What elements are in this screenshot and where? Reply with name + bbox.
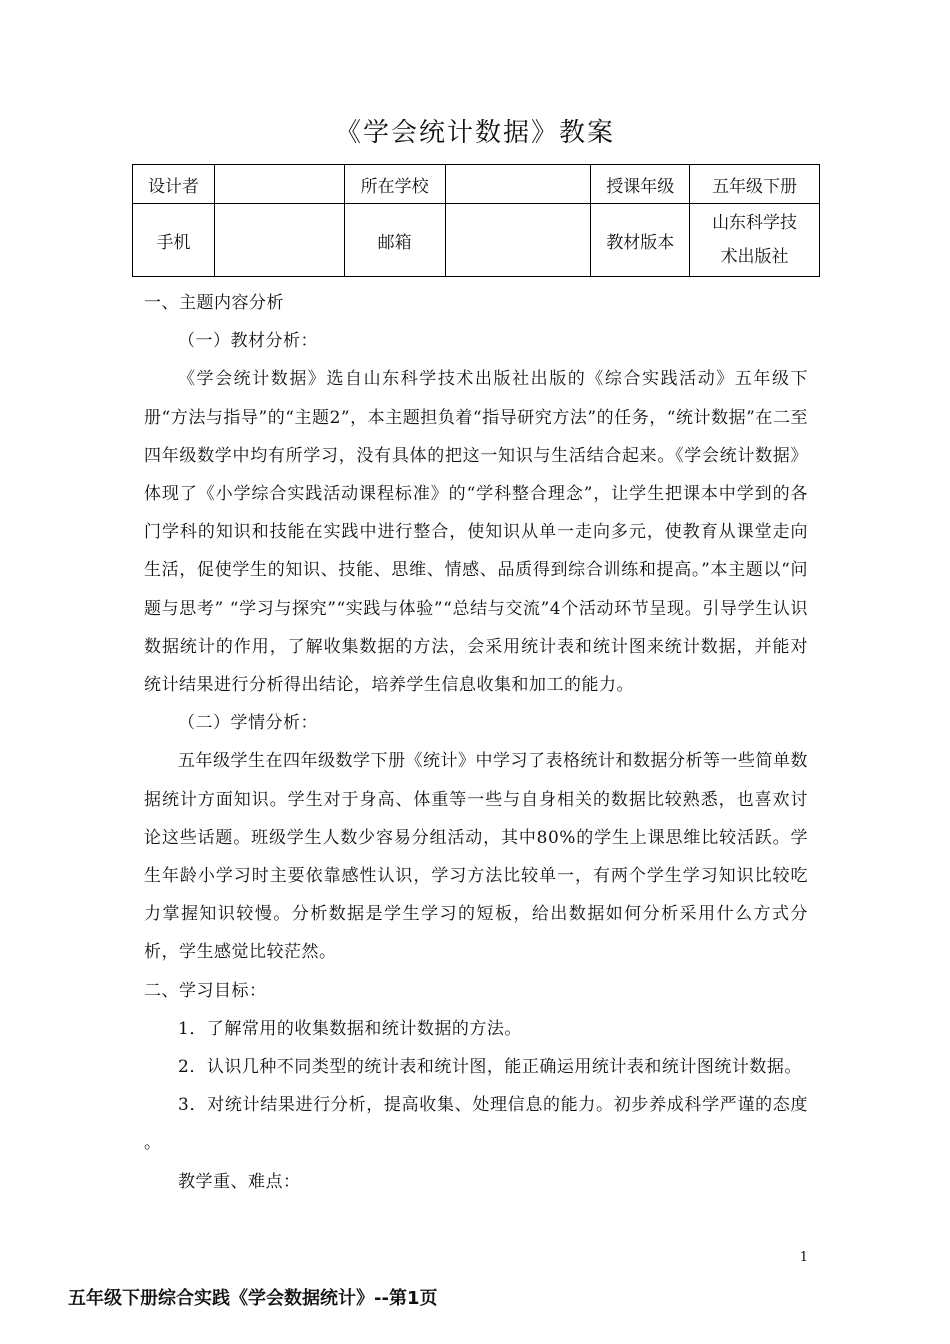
info-table — [132, 164, 820, 277]
school-label: 所在学校 — [344, 165, 445, 204]
phone-value — [214, 204, 344, 277]
document-body — [144, 284, 808, 1201]
designer-label: 设计者 — [133, 165, 215, 204]
edition-label: 教材版本 — [591, 204, 690, 277]
info-row-2 — [133, 204, 820, 277]
email-value — [445, 204, 591, 277]
goal-item-1: 1．了解常用的收集数据和统计数据的方法。 — [178, 1018, 522, 1039]
goal-item-2: 2．认识几种不同类型的统计表和统计图，能正确运用统计表和统计图统计数据。 — [178, 1057, 802, 1078]
edition-value-line1: 山东科学技 — [712, 213, 798, 233]
page-title: 《学会统计数据》教案 — [334, 118, 615, 148]
student-analysis-paragraph: 五年级学生在四年级数学下册《统计》中学习了表格统计和数据分析等一些简单数据统计方面知识。学生对于身高、体重等一些与自身相关的数据比较熟悉，也喜欢讨论这些话题。班级学生人数少容易分组活动，其中80%的学生上课思维比较活跃。学生年龄小学习时主要依靠感性认识，学习方法比较单一，有两个学生学习知识比较吃力掌握知识较慢。分析数据是学生学习的短板，给出数据如何分析采用什么方式分析，学生感觉比较茫然。 — [144, 751, 808, 963]
designer-value — [214, 165, 344, 204]
edition-value — [690, 204, 820, 277]
edition-value-line2: 术出版社 — [720, 247, 789, 267]
email-label: 邮箱 — [344, 204, 445, 277]
info-row-1 — [133, 165, 820, 204]
key-points-heading: 教学重、难点： — [178, 1171, 301, 1192]
section2-heading: 二、学习目标： — [144, 980, 267, 1001]
school-value — [445, 165, 591, 204]
sub1-heading: （一）教材分析： — [178, 331, 318, 352]
page-number: 1 — [799, 1250, 808, 1265]
section1-heading: 一、主题内容分析 — [144, 293, 284, 313]
textbook-analysis-paragraph: 《学会统计数据》选自山东科学技术出版社出版的《综合实践活动》五年级下册“方法与指导”的“主题2”，本主题担负着“指导研究方法”的任务，“统计数据”在二至四年级数学中均有所学习，没有具体的把这一知识与生活结合起来。《学会统计数据》体现了《小学综合实践活动课程标准》的“学科整合理念”，让学生把课本中学到的各门学科的知识和技能在实践中进行整合，使知识从单一走向多元，使教育从课堂走向生活，促使学生的知识、技能、思维、情感、品质得到综合训练和提高。”本主题以“问题与思考” “学习与探究”“实践与体验”“总结与交流”4个活动环节呈现。引导学生认识数据统计的作用，了解收集数据的方法，会采用统计表和统计图来统计数据，并能对统计结果进行分析得出结论，培养学生信息收集和加工的能力。 — [144, 369, 808, 696]
sub2-heading: （二）学情分析： — [178, 713, 318, 734]
grade-label: 授课年级 — [591, 165, 690, 204]
goal-item-3: 3．对统计结果进行分析，提高收集、处理信息的能力。初步养成科学严谨的态度 。 — [144, 1095, 808, 1154]
grade-value: 五年级下册 — [690, 165, 820, 204]
page-footer: 五年级下册综合实践《学会数据统计》--第1页 — [68, 1288, 438, 1309]
phone-label: 手机 — [133, 204, 215, 277]
